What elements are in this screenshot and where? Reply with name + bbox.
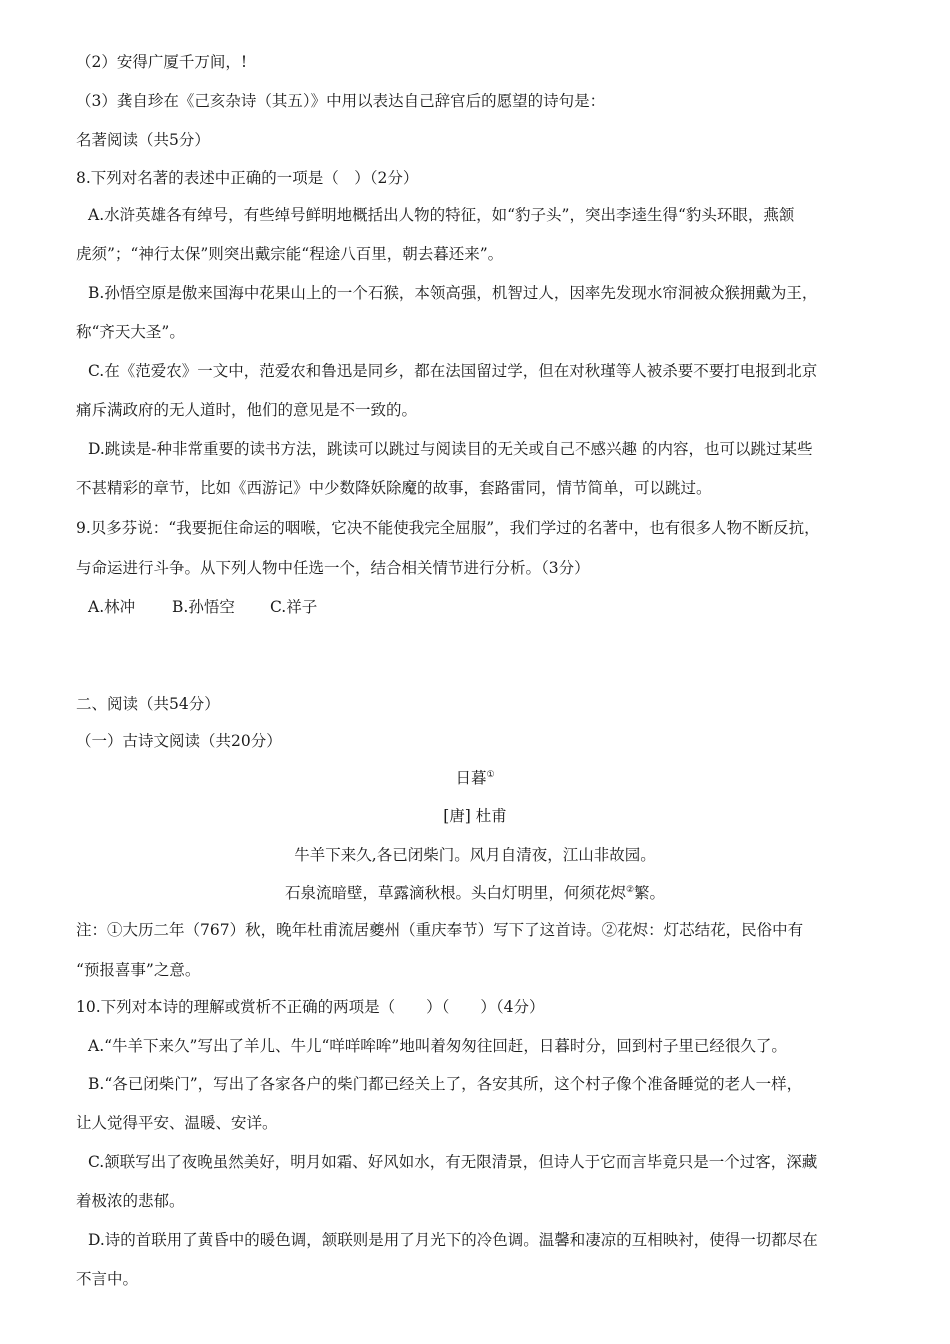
q10-option-b-line2: 让人觉得平安、温暖、安详。: [76, 1114, 278, 1132]
poem-line-2-text-a: 石泉流暗壁，草露滴秋根。头白灯明里，何须花烬: [284, 884, 626, 902]
section-header-reading: 二、阅读（共54分）: [76, 695, 220, 713]
q9-stem-line2: 与命运进行斗争。从下列人物中任选一个，结合相关情节进行分析。（3分）: [76, 559, 590, 577]
q9-option-b: B.孙悟空: [172, 598, 235, 616]
q8-option-d-line2: 不甚精彩的章节，比如《西游记》中少数降妖除魔的故事，套路雷同，情节简单，可以跳过。: [76, 479, 712, 497]
q8-option-a-line2: 虎须”；“神行太保”则突出戴宗能“程途八百里，朝去暮还来”。: [76, 245, 504, 263]
poem-title-note-marker: ①: [486, 769, 495, 780]
q10-option-c-line1: C.颔联写出了夜晚虽然美好，明月如霜、好风如水，有无限清景，但诗人于它而言毕竟只是一个过客，深藏: [88, 1153, 818, 1171]
poem-author: [唐] 杜甫: [443, 807, 507, 825]
poem-title: [0, 768, 950, 788]
q10-option-a: A.“牛羊下来久”写出了羊儿、牛儿“咩咩哞哞”地叫着匆匆往回赶，日暮时分，回到村子里已经很久了。: [88, 1037, 787, 1055]
q9-options: [88, 597, 884, 617]
poem-notes-line2: “预报喜事”之意。: [76, 961, 201, 979]
poem-notes-line1: 注：①大历二年（767）秋，晚年杜甫流居夔州（重庆奉节）写下了这首诗。②花烬：灯芯结花，民俗中有: [76, 921, 804, 939]
q8-option-b-line1: B.孙悟空原是傲来国海中花果山上的一个石猴，本领高强，机智过人，因率先发现水帘洞被众猴拥戴为王，: [88, 284, 818, 302]
q10-option-b-line1: B.“各已闭柴门”，写出了各家各户的柴门都已经关上了，各安其所，这个村子像个准备睡觉的老人一样，: [88, 1075, 803, 1093]
poem-line-1: 牛羊下来久,各已闭柴门。风月自清夜，江山非故园。: [294, 846, 656, 864]
poem-line-2-text-b: 繁。: [634, 884, 666, 902]
q9-option-a: A.林冲: [88, 598, 136, 616]
fill-q3: （3）龚自珍在《己亥杂诗（其五）》中用以表达自己辞官后的愿望的诗句是：: [76, 92, 606, 110]
fill-q2: （2）安得广厦千万间，!: [76, 53, 248, 71]
q10-option-c-line2: 着极浓的悲郁。: [76, 1192, 185, 1210]
q9-stem-line1: 9.贝多芬说：“我要扼住命运的咽喉，它决不能使我完全屈服”，我们学过的名著中，也有很多人物不断反抗，: [76, 519, 820, 537]
q10-option-d-line2: 不言中。: [76, 1270, 139, 1288]
q10-option-d-line1: D.诗的首联用了黄昏中的暖色调，颔联则是用了月光下的冷色调。温馨和凄凉的互相映衬，使得一切都尽在: [88, 1231, 818, 1249]
q9-option-c: C.祥子: [270, 598, 318, 616]
q8-stem: 8.下列对名著的表述中正确的一项是（ ）（2分）: [76, 169, 419, 187]
section-header-mingzhu: 名著阅读（共5分）: [76, 131, 210, 149]
poem-line-2-note-marker: ②: [625, 884, 635, 895]
q8-option-b-line2: 称“齐天大圣”。: [76, 323, 185, 341]
q8-option-d-line1: D.跳读是-种非常重要的读书方法，跳读可以跳过与阅读目的无关或自己不感兴趣 的内容，也可以跳过某些: [88, 440, 813, 458]
poem-title-text: 日暮: [455, 769, 487, 787]
q8-option-a-line1: A.水浒英雄各有绰号，有些绰号鲜明地概括出人物的特征，如“豹子头”，突出李逵生得“豹头环眼，燕颔: [88, 206, 795, 224]
q8-option-c-line1: C.在《范爱农》一文中，范爱农和鲁迅是同乡，都在法国留过学，但在对秋瑾等人被杀要不要打电报到北京: [88, 362, 818, 380]
poem-line-2: [0, 883, 950, 903]
q10-stem: 10.下列对本诗的理解或赏析不正确的两项是（ ）（ ）（4分）: [76, 998, 545, 1016]
subsection-header-poetry: （一）古诗文阅读（共20分）: [76, 732, 282, 750]
q8-option-c-line2: 痛斥满政府的无人道时，他们的意见是不一致的。: [76, 401, 418, 419]
